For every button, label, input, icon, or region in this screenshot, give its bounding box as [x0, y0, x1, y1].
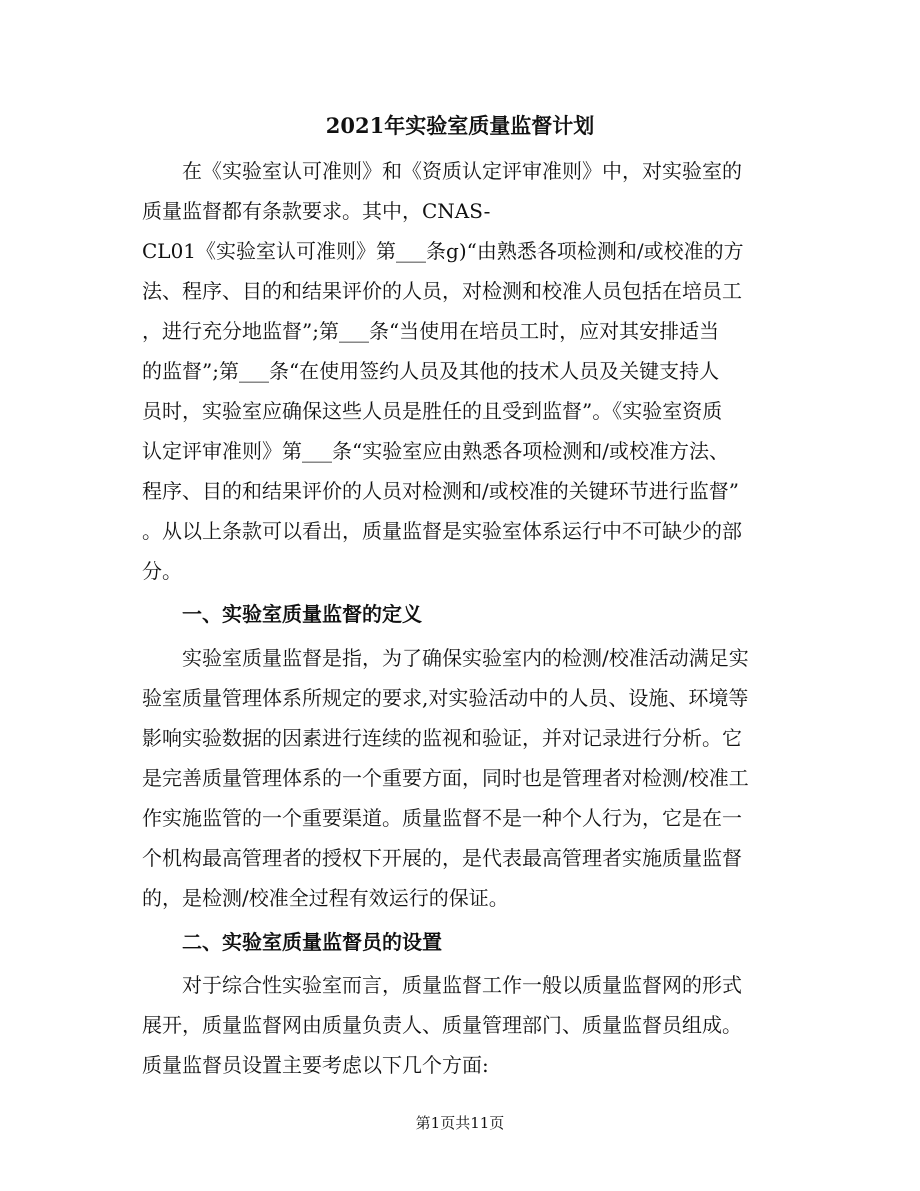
paragraph-line: 质量监督员设置主要考虑以下几个方面:	[142, 1053, 489, 1077]
paragraph-line: ，进行充分地监督”;第___条“当使用在培员工时，应对其安排适当	[142, 319, 720, 343]
paragraph-line: 质量监督都有条款要求。其中，CNAS-	[142, 199, 491, 223]
paragraph-line: 影响实验数据的因素进行连续的监视和验证，并对记录进行分析。它	[142, 726, 742, 750]
paragraph-line: 是完善质量管理体系的一个重要方面，同时也是管理者对检测/校准工	[142, 766, 749, 790]
paragraph-line: 分。	[142, 559, 182, 583]
section-heading: 一、实验室质量监督的定义	[182, 602, 422, 626]
paragraph-line: 作实施监管的一个重要渠道。质量监督不是一种个人行为，它是在一	[142, 806, 742, 830]
document-title: 2021年实验室质量监督计划	[325, 113, 595, 138]
paragraph-line: 验室质量管理体系所规定的要求,对实验活动中的人员、设施、环境等	[142, 686, 749, 710]
paragraph-line: CL01《实验室认可准则》第___条g)“由熟悉各项检测和/或校准的方	[142, 239, 744, 263]
paragraph-line: 展开，质量监督网由质量负责人、质量管理部门、质量监督员组成。	[142, 1013, 742, 1037]
paragraph-line: 。从以上条款可以看出，质量监督是实验室体系运行中不可缺少的部	[142, 519, 742, 543]
paragraph-line: 个机构最高管理者的授权下开展的，是代表最高管理者实施质量监督	[142, 846, 742, 870]
paragraph-line: 的监督”;第___条“在使用签约人员及其他的技术人员及关键支持人	[142, 359, 720, 383]
section-heading: 二、实验室质量监督员的设置	[182, 930, 442, 954]
paragraph-line: 员时，实验室应确保这些人员是胜任的且受到监督”。《实验室资质	[142, 399, 723, 423]
paragraph-line: 的，是检测/校准全过程有效运行的保证。	[142, 886, 509, 910]
paragraph-line: 实验室质量监督是指，为了确保实验室内的检测/校准活动满足实	[182, 646, 749, 670]
paragraph-line: 在《实验室认可准则》和《资质认定评审准则》中，对实验室的	[182, 159, 742, 183]
page-footer: 第1页共11页	[415, 1114, 505, 1132]
paragraph-line: 对于综合性实验室而言，质量监督工作一般以质量监督网的形式	[182, 973, 742, 997]
paragraph-line: 认定评审准则》第___条“实验室应由熟悉各项检测和/或校准方法、	[142, 439, 729, 463]
paragraph-line: 程序、目的和结果评价的人员对检测和/或校准的关键环节进行监督”	[142, 479, 739, 503]
paragraph-line: 法、程序、目的和结果评价的人员，对检测和校准人员包括在培员工	[142, 279, 742, 303]
